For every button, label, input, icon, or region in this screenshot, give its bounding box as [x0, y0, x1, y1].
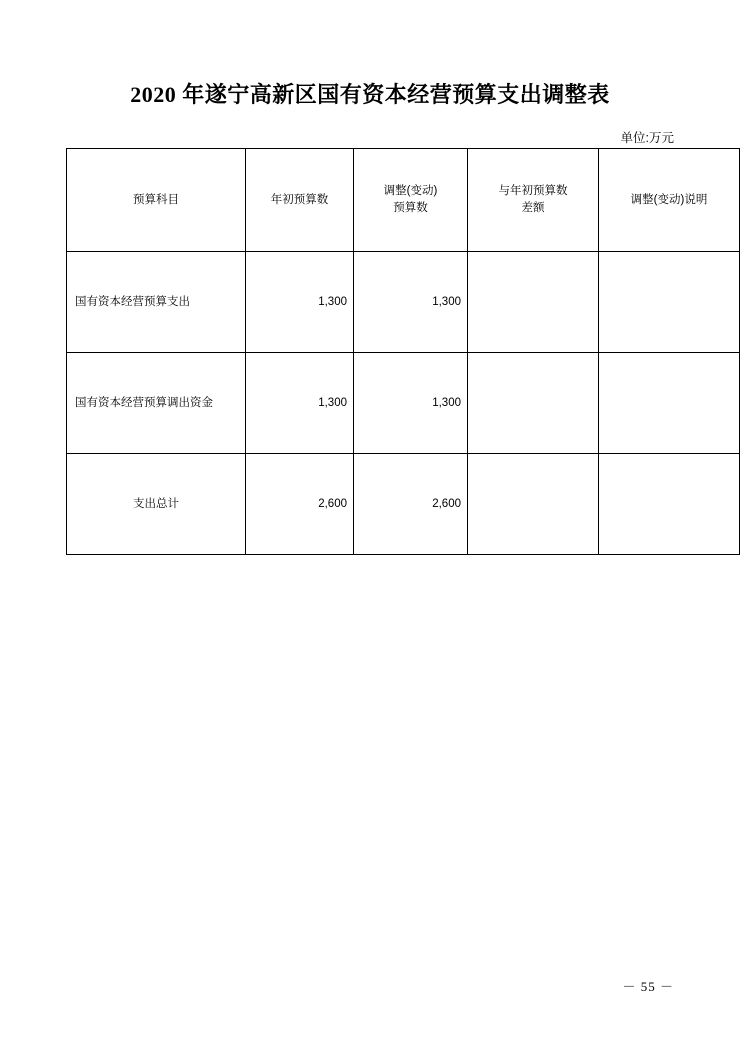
header-cell-adjusted-budget — [354, 149, 468, 252]
header-cell-budget-item — [67, 149, 246, 252]
header-line-2: 预算数 — [393, 202, 428, 214]
page-number: － 55 － — [622, 979, 674, 994]
cell-adjustment-note — [599, 454, 740, 555]
cell-adjustment-note — [599, 353, 740, 454]
cell-difference — [468, 252, 599, 353]
header-line-1: 预算科目 — [133, 193, 179, 206]
header-line-1: 与年初预算数 — [498, 185, 568, 198]
header-line-1: 调整(变动) — [383, 185, 438, 198]
cell-adjusted-budget: 2,600 — [354, 454, 468, 555]
cell-adjustment-note — [599, 252, 740, 353]
table-row — [67, 454, 740, 555]
budget-adjustment-table — [66, 148, 740, 555]
header-line-1: 调整(变动)说明 — [630, 193, 708, 206]
cell-adjusted-budget: 1,300 — [354, 252, 468, 353]
header-cell-adjustment-note — [599, 149, 740, 252]
table-row — [67, 252, 740, 353]
header-cell-difference — [468, 149, 599, 252]
table-header-row — [67, 149, 740, 252]
cell-beginning-budget: 1,300 — [246, 353, 354, 454]
cell-beginning-budget: 1,300 — [246, 252, 354, 353]
cell-budget-item: 国有资本经营预算支出 — [67, 252, 246, 353]
cell-adjusted-budget: 1,300 — [354, 353, 468, 454]
page-title: 2020 年遂宁高新区国有资本经营预算支出调整表 — [130, 82, 610, 107]
cell-difference — [468, 353, 599, 454]
cell-budget-item: 国有资本经营预算调出资金 — [67, 353, 246, 454]
header-cell-beginning-budget — [246, 149, 354, 252]
table-header — [67, 149, 740, 252]
unit-note: 单位:万元 — [620, 131, 674, 145]
table-body — [67, 252, 740, 555]
table-row — [67, 353, 740, 454]
header-line-2: 差额 — [521, 202, 545, 214]
cell-budget-item: 支出总计 — [67, 454, 246, 555]
cell-beginning-budget: 2,600 — [246, 454, 354, 555]
header-line-1: 年初预算数 — [270, 193, 329, 206]
cell-difference — [468, 454, 599, 555]
